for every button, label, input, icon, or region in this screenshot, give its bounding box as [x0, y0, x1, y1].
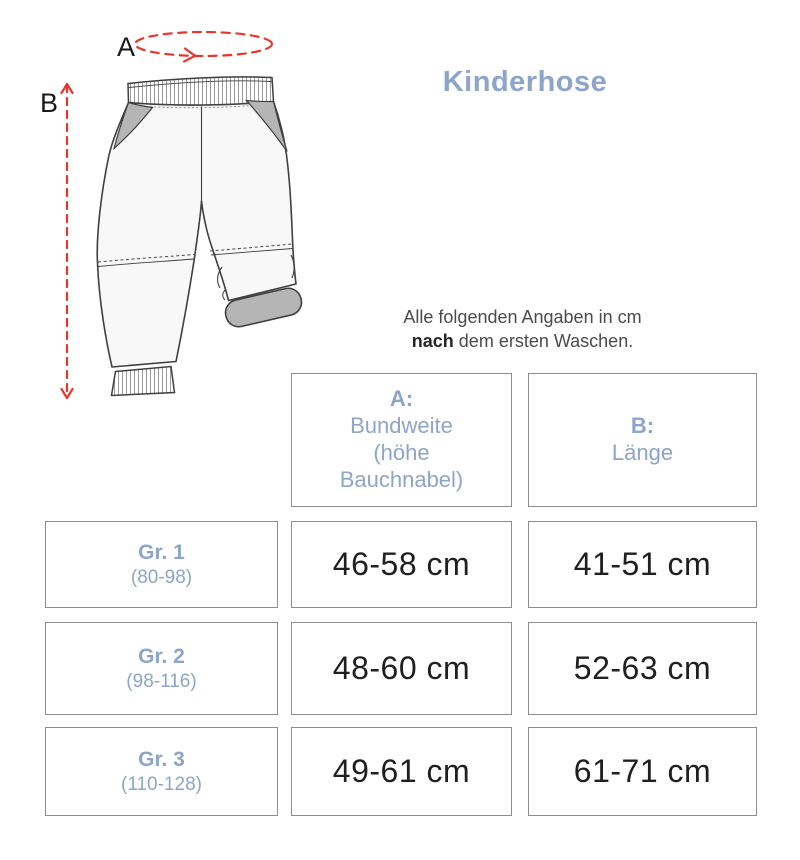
table-cell-size-1-b: 41-51 cm [528, 521, 757, 608]
size-range: (110-128) [121, 773, 202, 795]
header-b-title: B: [630, 413, 655, 439]
size-range: (80-98) [130, 566, 193, 588]
table-header-a [291, 373, 512, 507]
table-cell-size-2-a: 48-60 cm [291, 622, 512, 715]
header-a-title: A: [389, 386, 414, 412]
size-range: (98-116) [126, 670, 197, 692]
measure-b-label: B [40, 88, 59, 118]
header-b-line: Länge [611, 440, 674, 465]
cuff-left [112, 367, 175, 396]
measure-a-label: A [117, 32, 136, 62]
table-cell-size-3-b: 61-71 cm [528, 727, 757, 816]
size-name: Gr. 3 [138, 747, 185, 771]
header-a-line: Bauchnabel) [339, 466, 464, 492]
table-row-size-3-label [45, 727, 278, 816]
length-measure-arrow [62, 84, 73, 398]
page-title: Kinderhose [442, 66, 608, 98]
table-cell-size-3-a: 49-61 cm [291, 727, 512, 816]
size-name: Gr. 2 [138, 644, 185, 668]
waist-measure-ellipse [135, 32, 272, 62]
measurement-note [345, 306, 700, 354]
header-a-line: (höhe [373, 440, 430, 465]
note-line-1: Alle folgenden Angaben in cm [403, 307, 642, 327]
table-cell-size-1-a: 46-58 cm [291, 521, 512, 608]
pants-body [97, 102, 296, 368]
size-name: Gr. 1 [138, 540, 185, 564]
note-line-2-rest: dem ersten Waschen. [458, 330, 634, 351]
table-row-size-1-label [45, 521, 278, 608]
table-header-b [528, 373, 757, 507]
header-a-line: Bundweite [350, 413, 453, 439]
pants-diagram [25, 5, 335, 415]
table-row-size-2-label [45, 622, 278, 715]
note-line-2-bold: nach [411, 330, 454, 351]
table-cell-size-2-b: 52-63 cm [528, 622, 757, 715]
